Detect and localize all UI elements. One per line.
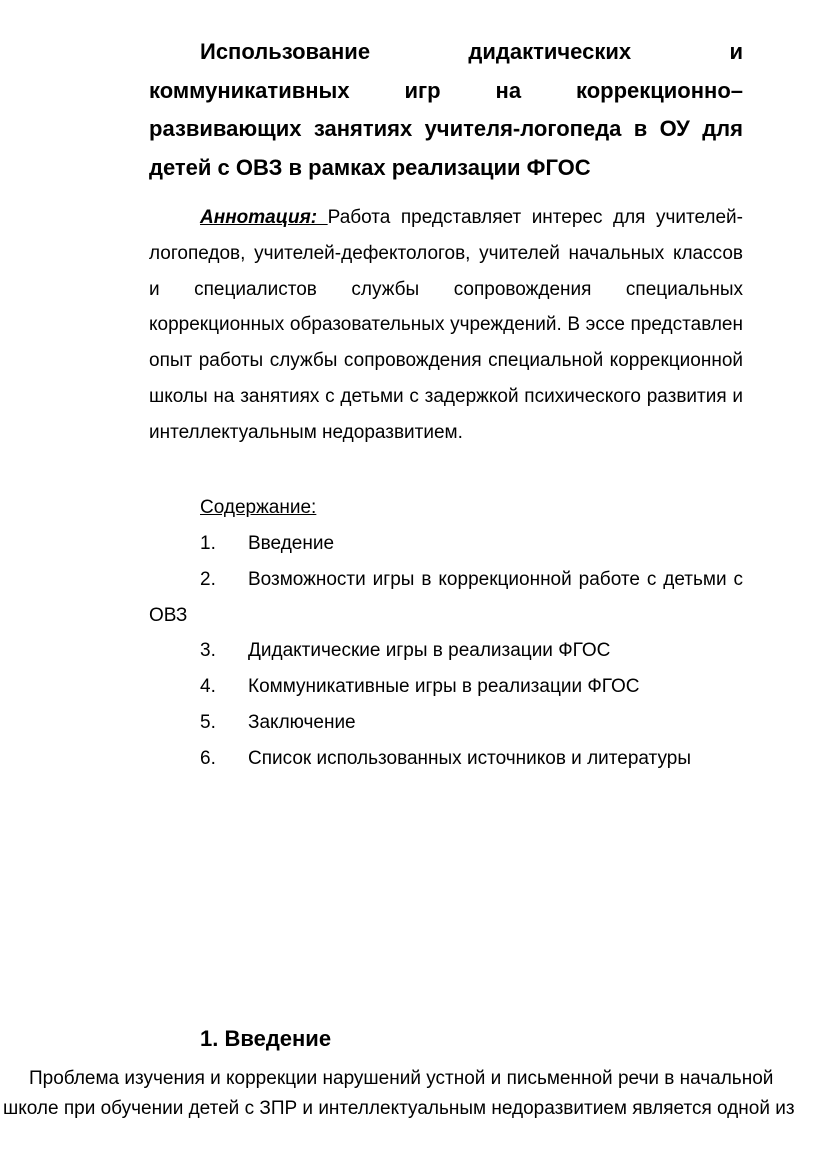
contents-item-number: 5. [200,711,216,733]
contents-heading: Содержание: [200,497,317,518]
contents-item-text: Коммуникативные игры в реализации ФГОС [248,676,640,698]
contents-item-text: Заключение [248,711,356,733]
contents-item-number: 2. [200,568,216,590]
section-heading: 1. Введение [200,1026,332,1051]
annotation-paragraph [149,200,743,451]
contents-item-number: 4. [200,676,216,698]
contents-item [149,526,743,562]
contents-item [149,741,743,777]
contents-item [149,705,743,741]
contents-item-number: 3. [200,640,216,662]
annotation-label: Аннотация: [200,207,328,228]
contents-item [149,562,743,634]
intro-paragraph: Проблема изучения и коррекции нарушений устной и письменной речи в начальной школе при обучении детей с ЗПР и интеллектуальным недоразвитием является одной из [3,1068,795,1119]
contents-item-text: Возможности игры в коррекционной работе с детьми с ОВЗ [149,568,743,626]
contents-item-text: Список использованных источников и литературы [248,747,691,769]
annotation-text: Работа представляет интерес для учителей-логопедов, учителей-дефектологов, учителей начальных классов и специалистов службы сопровождения специальных коррекционных образовательных учреждений. В эссе представлен опыт работы службы сопровождения специальной коррекционной школы на занятиях с детьми с задержкой психического развития и интеллектуальным недоразвитием. [149,207,743,443]
contents-item-number: 6. [200,747,216,769]
contents-item-text: Дидактические игры в реализации ФГОС [248,640,611,662]
contents-item [149,633,743,669]
contents-item [149,669,743,705]
document-title: Использование дидактических и коммуникативных игр на коррекционно–развивающих занятиях учителя-логопеда в ОУ для детей с ОВЗ в рамках реализации ФГОС [149,39,743,180]
contents-item-text: Введение [248,533,335,554]
contents-list [149,526,743,777]
contents-item-number: 1. [200,533,216,554]
